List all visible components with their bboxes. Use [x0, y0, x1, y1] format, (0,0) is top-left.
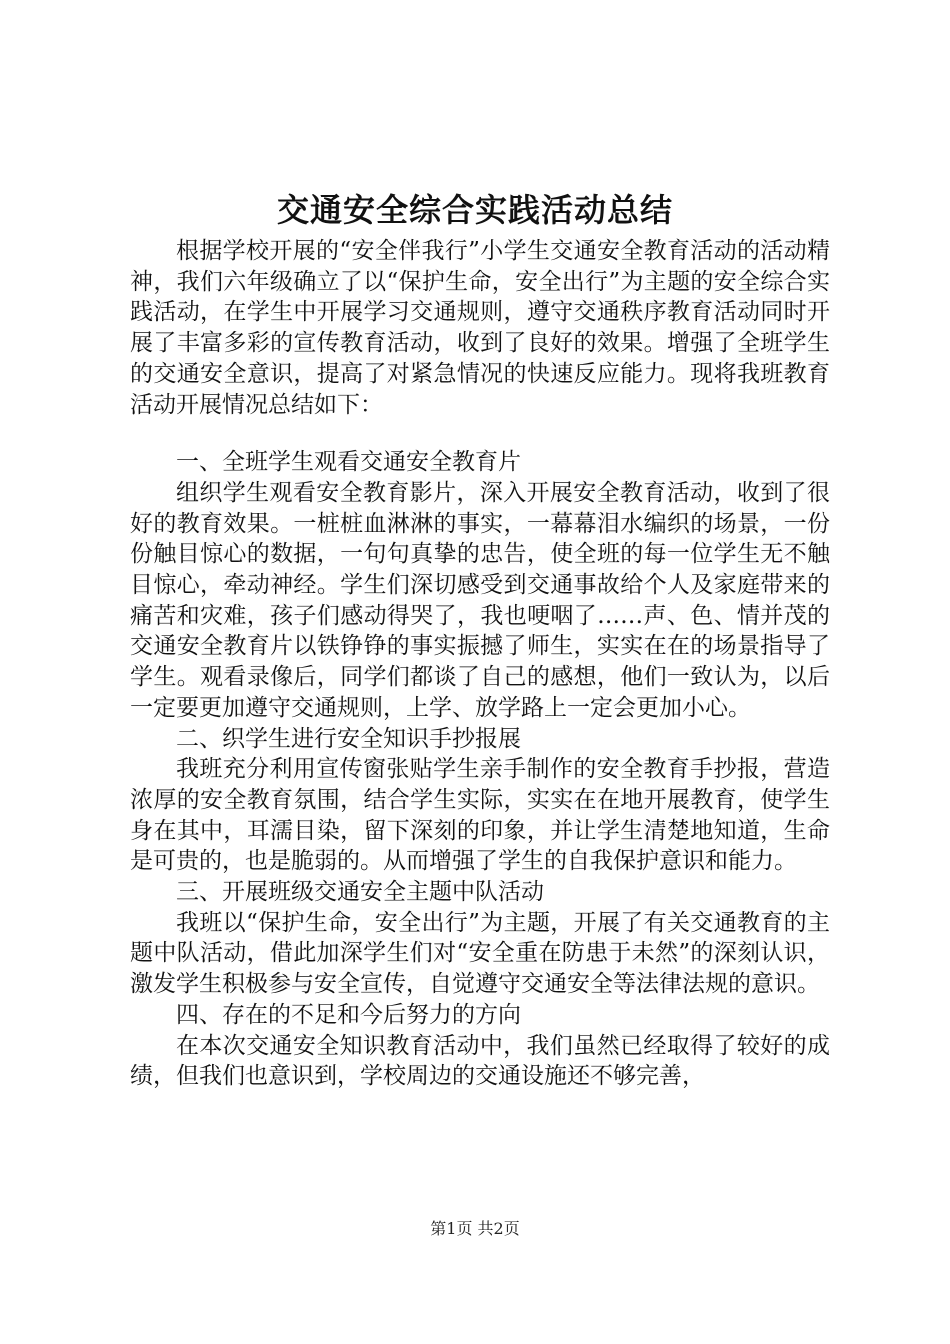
document-title: 交通安全综合实践活动总结 — [276, 191, 673, 229]
intro-paragraph: 根据学校开展的“安全伴我行”小学生交通安全教育活动的活动精神，我们六年级确立了以“保护生命，安全出行”为主题的安全综合实践活动，在学生中开展学习交通规则，遵守交通秩序教育活动同时开展了丰富多彩的宣传教育活动，收到了良好的效果。增强了全班学生的交通安全意识，提高了对紧急情况的快速反应能力。现将我班教育活动开展情况总结如下： — [130, 238, 830, 418]
section-3-heading: 三、开展班级交通安全主题中队活动 — [176, 879, 544, 906]
page-number-footer: 第1页 共2页 — [430, 1219, 520, 1238]
section-2-heading: 二、织学生进行安全知识手抄报展 — [176, 725, 521, 752]
section-4-heading: 四、存在的不足和今后努力的方向 — [176, 1001, 521, 1028]
paragraph-gap — [130, 420, 830, 447]
section-2-paragraph: 我班充分利用宣传窗张贴学生亲手制作的安全教育手抄报，营造浓厚的安全教育氛围，结合学生实际，实实在在地开展教育，使学生身在其中，耳濡目染，留下深刻的印象，并让学生清楚地知道，生命是可贵的，也是脆弱的。从而增强了学生的自我保护意识和能力。 — [130, 756, 830, 875]
section-4-paragraph: 在本次交通安全知识教育活动中，我们虽然已经取得了较好的成绩，但我们也意识到，学校周边的交通设施还不够完善， — [130, 1032, 830, 1090]
document-body — [130, 236, 830, 1092]
section-1-paragraph: 组织学生观看安全教育影片，深入开展安全教育活动，收到了很好的教育效果。一桩桩血淋淋的事实，一幕幕泪水编织的场景，一份份触目惊心的数据，一句句真挚的忠告，使全班的每一位学生无不触目惊心，牵动神经。学生们深切感受到交通事故给个人及家庭带来的痛苦和灾难，孩子们感动得哭了，我也哽咽了……声、色、情并茂的交通安全教育片以铁铮铮的事实振撼了师生，实实在在的场景指导了学生。观看录像后，同学们都谈了自己的感想，他们一致认为，以后一定要更加遵守交通规则，上学、放学路上一定会更加小心。 — [130, 479, 830, 721]
section-3-paragraph: 我班以“保护生命，安全出行”为主题，开展了有关交通教育的主题中队活动，借此加深学生们对“安全重在防患于未然”的深刻认识，激发学生积极参与安全宣传，自觉遵守交通安全等法律法规的意识。 — [130, 909, 830, 998]
section-1-heading: 一、全班学生观看交通安全教育片 — [176, 449, 521, 476]
